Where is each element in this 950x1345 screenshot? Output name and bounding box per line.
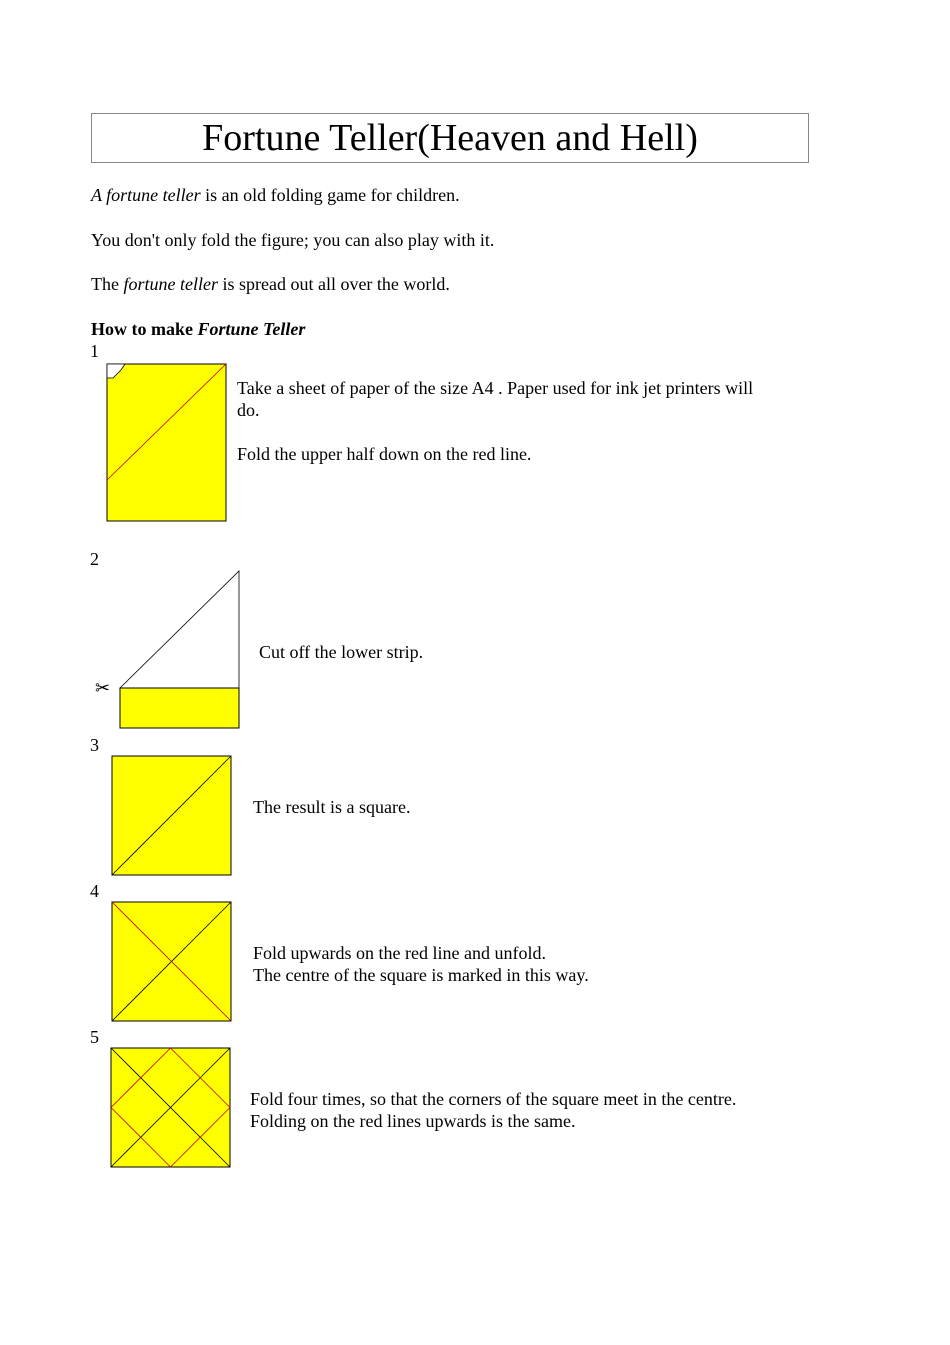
howto-label: How to make [91, 319, 198, 339]
intro-paragraph-3 [91, 273, 450, 295]
step-5-text [250, 1088, 736, 1132]
a4-sheet [107, 364, 226, 521]
step-1-number: 1 [90, 341, 99, 361]
step-4-text [253, 942, 589, 986]
howto-heading [91, 318, 305, 340]
lower-strip [120, 688, 239, 728]
page-title: Fortune Teller(Heaven and Hell) [91, 113, 809, 163]
step-2-diagram [92, 568, 242, 738]
step-3-text: The result is a square. [253, 797, 411, 817]
step-3-diagram [111, 755, 233, 877]
step-1-line-2: do. [237, 400, 260, 420]
step-2-text: Cut off the lower strip. [259, 642, 424, 662]
step-1-diagram [105, 360, 235, 525]
intro-paragraph-1 [91, 184, 460, 206]
step-5-line-1: Fold four times, so that the corners of the square meet in the centre. [250, 1089, 737, 1109]
folded-triangle [120, 571, 239, 688]
step-1-text [237, 377, 753, 465]
step-4-line-1: Fold upwards on the red line and unfold. [253, 943, 546, 963]
step-5-line-2: Folding on the red lines upwards is the same. [250, 1111, 576, 1131]
intro-emphasis: A fortune teller [91, 185, 201, 205]
intro-emphasis: fortune teller [123, 274, 218, 294]
intro-text: The [91, 274, 124, 294]
step-5-diagram [110, 1047, 232, 1169]
howto-emphasis: Fortune Teller [197, 319, 306, 339]
step-3-number: 3 [90, 735, 99, 755]
step-4-number: 4 [90, 881, 99, 901]
step-4-diagram [111, 901, 233, 1023]
intro-text: is spread out all over the world. [217, 274, 450, 294]
step-4-line-2: The centre of the square is marked in this way. [253, 965, 589, 985]
scissors-icon: ✂ [95, 678, 111, 699]
step-1-line-1: Take a sheet of paper of the size A4 . Paper used for ink jet printers will [237, 378, 754, 398]
step-5-number: 5 [90, 1027, 99, 1047]
intro-paragraph-2: You don't only fold the figure; you can also play with it. [91, 230, 495, 250]
intro-text: is an old folding game for children. [200, 185, 460, 205]
step-2-number: 2 [90, 549, 99, 569]
step-1-line-3: Fold the upper half down on the red line. [237, 444, 532, 464]
